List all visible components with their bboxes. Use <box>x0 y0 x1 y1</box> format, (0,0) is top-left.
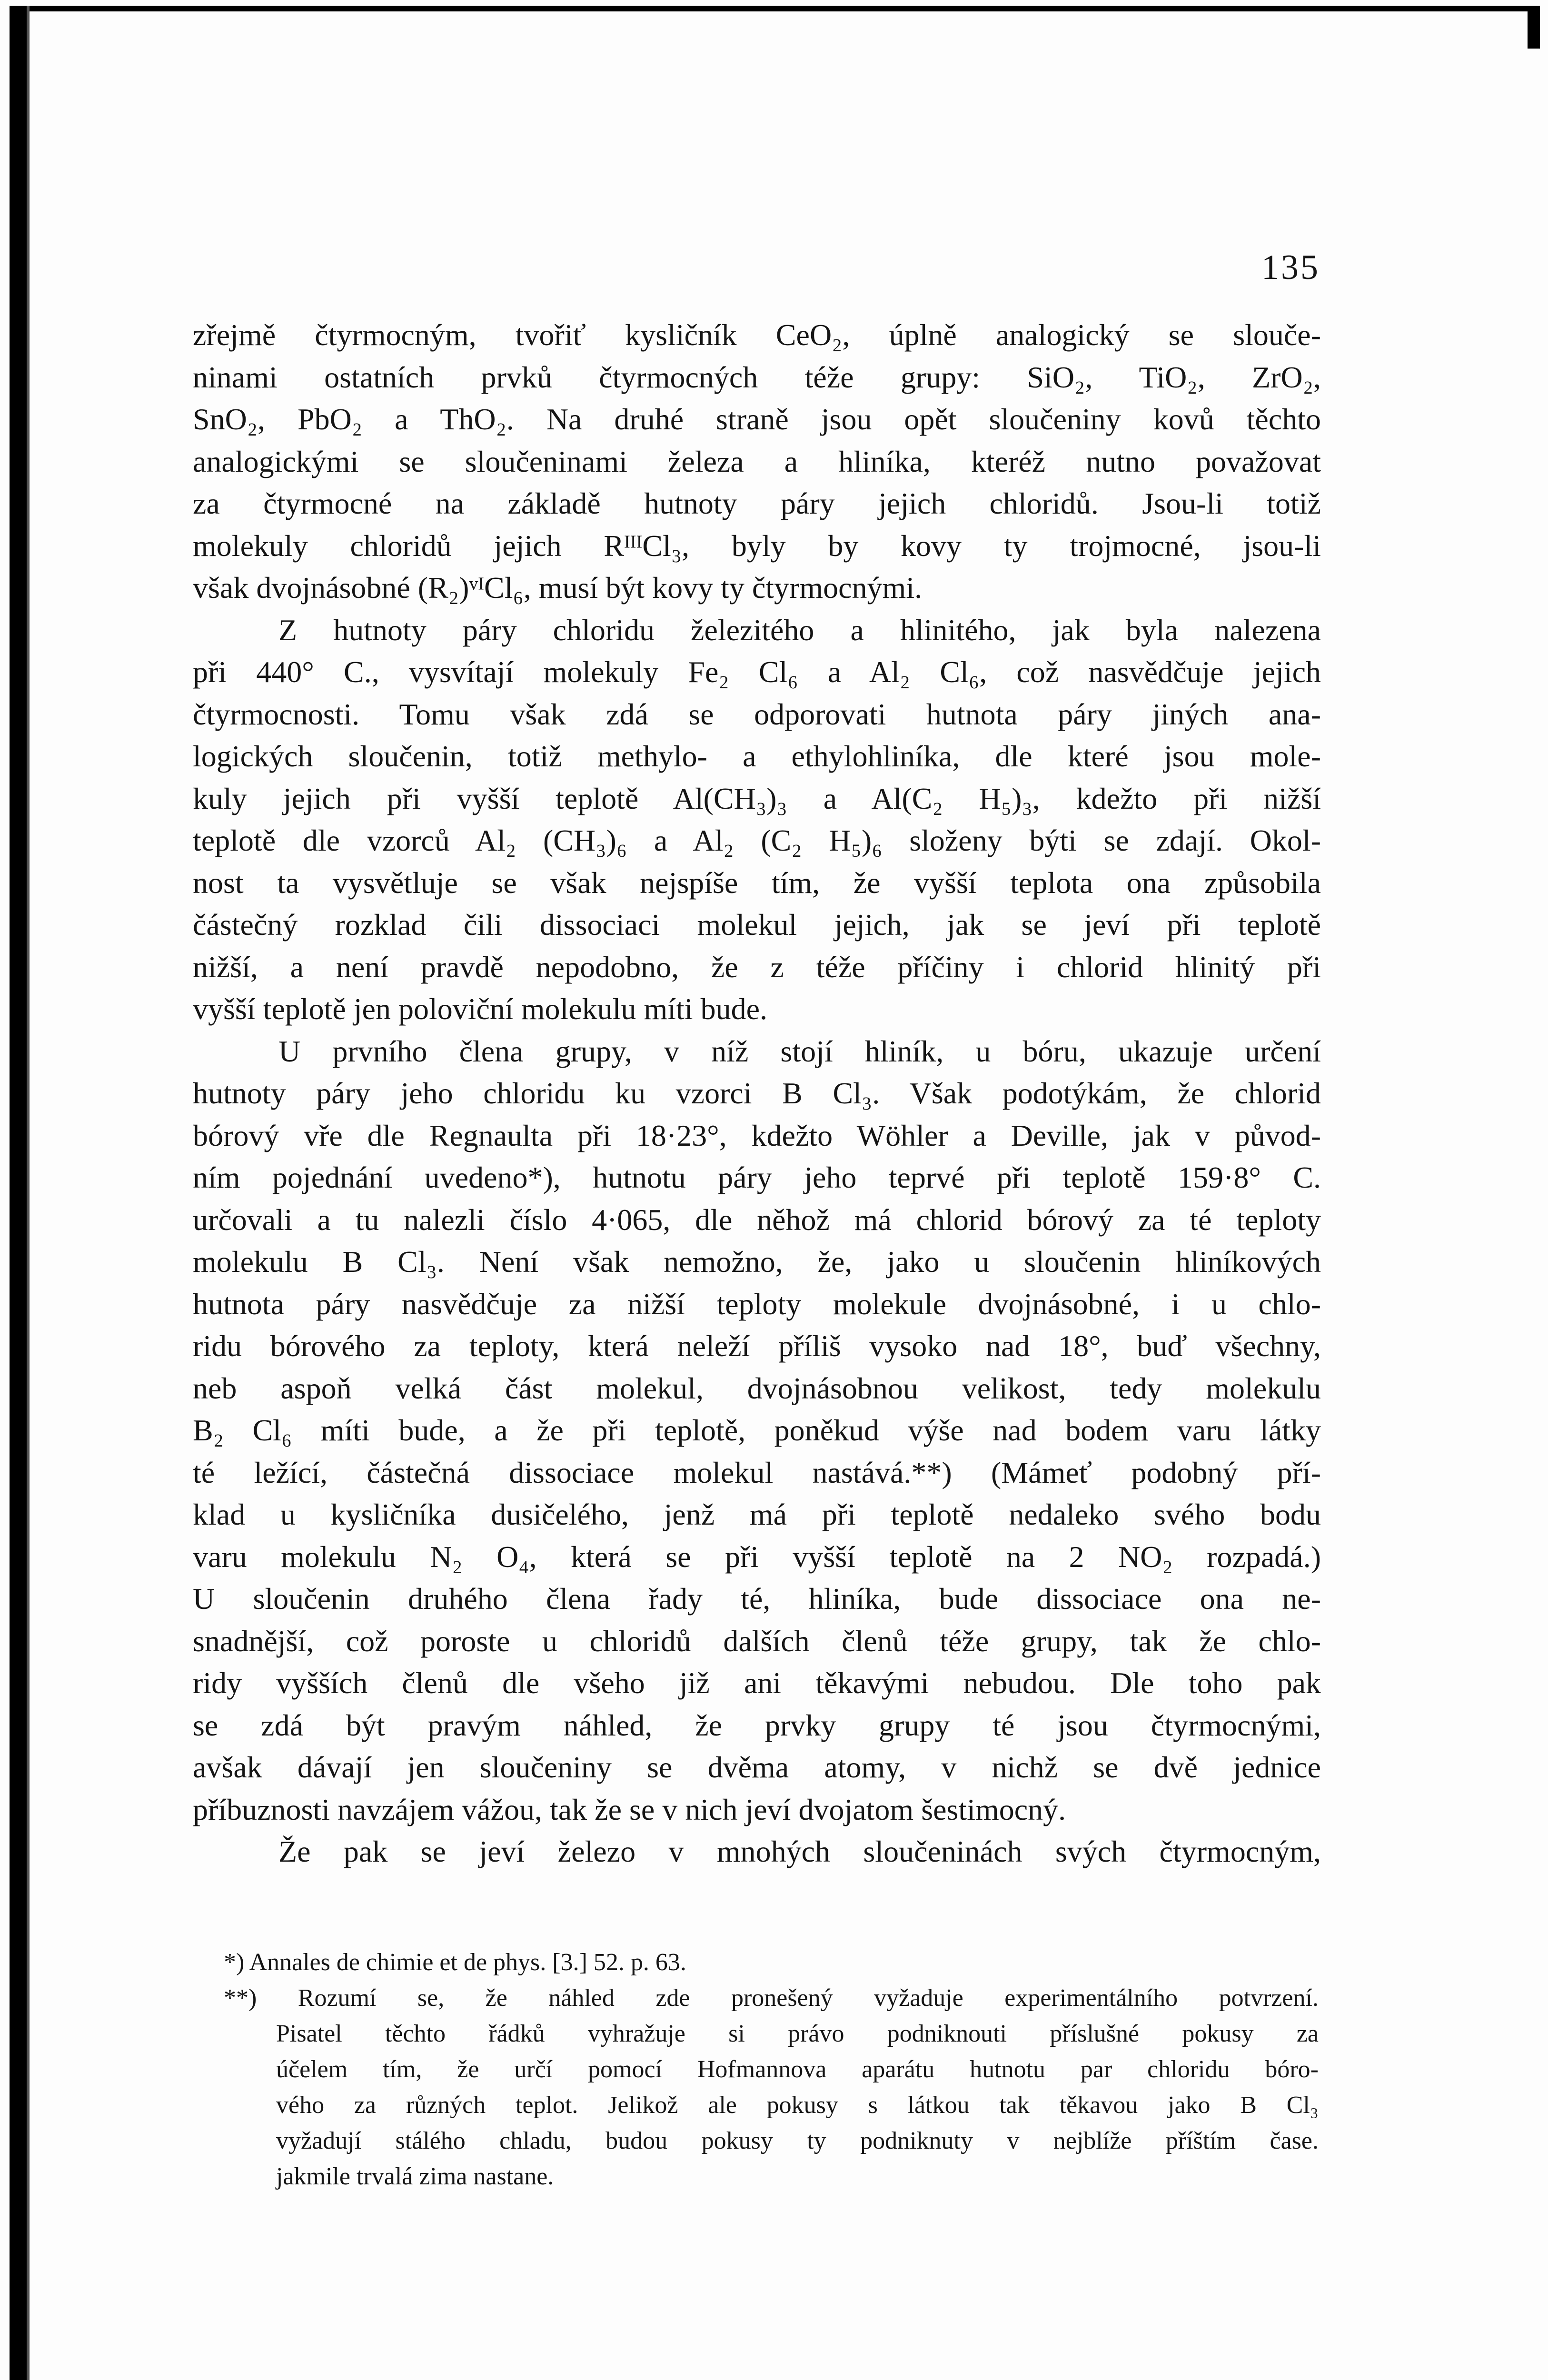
body-line: molekuly chloridů jejich RᴵᴵᴵCl₃, byly by kovy ty trojmocné, jsou-li <box>193 528 1321 563</box>
body-line: nost ta vysvětluje se však nejspíše tím, že vyšší teplota ona způsobila <box>193 865 1321 900</box>
body-line: za čtyrmocné na základě hutnoty páry jejich chloridů. Jsou-li totiž <box>193 486 1321 520</box>
body-line: U sloučenin druhého člena řady té, hliníka, bude dissociace ona ne- <box>193 1582 1321 1616</box>
body-line: té ležící, částečná dissociace molekul nastává.**) (Mámeť podobný pří- <box>193 1455 1321 1489</box>
body-line: U prvního člena grupy, v níž stojí hliník, u bóru, ukazuje určení <box>278 1034 1321 1068</box>
body-line: varu molekulu N₂ O₄, která se při vyšší teplotě na 2 NO₂ rozpadá.) <box>193 1539 1321 1574</box>
body-line: snadnější, což poroste u chloridů dalších členů téže grupy, tak že chlo- <box>193 1624 1321 1658</box>
body-line: ním pojednání uvedeno*), hutnotu páry jeho teprvé při teplotě 159·8° C. <box>193 1160 1321 1194</box>
body-line: hutnoty páry jeho chloridu ku vzorci B Cl₃. Však podotýkám, že chlorid <box>193 1076 1321 1110</box>
footnotes <box>224 1944 1319 2194</box>
body-line: příbuznosti navzájem vážou, tak že se v nich jeví dvojatom šestimocný. <box>193 1792 1066 1826</box>
body-line: určovali a tu nalezli číslo 4·065, dle něhož má chlorid bórový za té teploty <box>193 1202 1321 1237</box>
body-line: neb aspoň velká část molekul, dvojnásobnou velikost, tedy molekulu <box>193 1371 1321 1405</box>
body-line: bórový vře dle Regnaulta při 18·23°, kdežto Wöhler a Deville, jak v původ- <box>193 1118 1321 1152</box>
body-line: ninami ostatních prvků čtyrmocných téže grupy: SiO₂, TiO₂, ZrO₂, <box>193 360 1321 394</box>
body-line: nižší, a není pravdě nepodobno, že z téže příčiny i chlorid hlinitý při <box>193 950 1321 984</box>
body-line: však dvojnásobné (R₂)ᵛᴵCl₆, musí být kovy ty čtyrmocnými. <box>193 571 923 605</box>
body-text <box>193 314 1321 1873</box>
body-line: kuly jejich při vyšší teplotě Al(CH₃)₃ a Al(C₂ H₅)₃, kdežto při nižší <box>193 781 1321 815</box>
body-line: molekulu B Cl₃. Není však nemožno, že, jako u sloučenin hliníkových <box>193 1245 1321 1279</box>
body-line: SnO₂, PbO₂ a ThO₂. Na druhé straně jsou opět sloučeniny kovů těchto <box>193 402 1321 436</box>
body-line: vyšší teplotě jen poloviční molekulu míti bude. <box>193 992 767 1026</box>
scan-border-left-shadow <box>27 6 30 2380</box>
footnote-line: **) Rozumí se, že náhled zde pronešený vyžaduje experimentálního potvrzení. <box>224 1984 1319 2012</box>
footnote-line: jakmile trvalá zima nastane. <box>276 2163 554 2190</box>
body-line: Že pak se jeví železo v mnohých sloučeninách svých čtyrmocným, <box>278 1835 1321 1868</box>
body-line: logických sloučenin, totiž methylo- a ethylohliníka, dle které jsou mole- <box>193 739 1321 773</box>
body-line: částečný rozklad čili dissociaci molekul jejich, jak se jeví při teplotě <box>193 908 1321 942</box>
body-line: se zdá být pravým náhled, že prvky grupy té jsou čtyrmocnými, <box>193 1708 1321 1742</box>
body-line: čtyrmocnosti. Tomu však zdá se odporovati hutnota páry jiných ana- <box>193 697 1321 731</box>
body-line: při 440° C., vysvítají molekuly Fe₂ Cl₆ a Al₂ Cl₆, což nasvědčuje jejich <box>193 655 1321 689</box>
scan-border-left <box>10 6 27 2380</box>
footnote-line: Pisatel těchto řádků vyhražuje si právo podniknouti příslušné pokusy za <box>276 2020 1319 2047</box>
body-line: analogickými se sloučeninami železa a hliníka, kteréž nutno považovat <box>193 444 1321 478</box>
body-line: zřejmě čtyrmocným, tvořiť kysličník CeO₂, úplně analogický se slouče- <box>193 318 1321 352</box>
body-line: avšak dávají jen sloučeniny se dvěma atomy, v nichž se dvě jednice <box>193 1750 1321 1784</box>
scan-border-top <box>10 6 1540 11</box>
body-line: teplotě dle vzorců Al₂ (CH₃)₆ a Al₂ (C₂ H₅)₆ složeny býti se zdají. Okol- <box>193 823 1321 857</box>
footnote-line: *) Annales de chimie et de phys. [3.] 52. p. 63. <box>224 1949 686 1976</box>
footnote-line: účelem tím, že určí pomocí Hofmannova aparátu hutnotu par chloridu bóro- <box>276 2056 1319 2083</box>
body-line: hutnota páry nasvědčuje za nižší teploty molekule dvojnásobné, i u chlo- <box>193 1287 1321 1321</box>
page-number: 135 <box>1261 248 1320 287</box>
body-line: B₂ Cl₆ míti bude, a že při teplotě, poněkud výše nad bodem varu látky <box>193 1413 1321 1447</box>
body-line: ridu bórového za teploty, která neleží příliš vysoko nad 18°, buď všechny, <box>193 1329 1321 1363</box>
body-line: klad u kysličníka dusičelého, jenž má při teplotě nedaleko svého bodu <box>193 1497 1321 1531</box>
scan-border-corner <box>1528 6 1540 49</box>
footnote-line: vyžadují stálého chladu, budou pokusy ty podniknuty v nejblíže příštím čase. <box>276 2127 1319 2154</box>
footnote-line: vého za různých teplot. Jelikož ale pokusy s látkou tak těkavou jako B Cl₃ <box>276 2092 1319 2119</box>
body-line: ridy vyšších členů dle všeho již ani těkavými nebudou. Dle toho pak <box>193 1666 1321 1700</box>
body-line: Z hutnoty páry chloridu železitého a hlinitého, jak byla nalezena <box>278 613 1321 647</box>
